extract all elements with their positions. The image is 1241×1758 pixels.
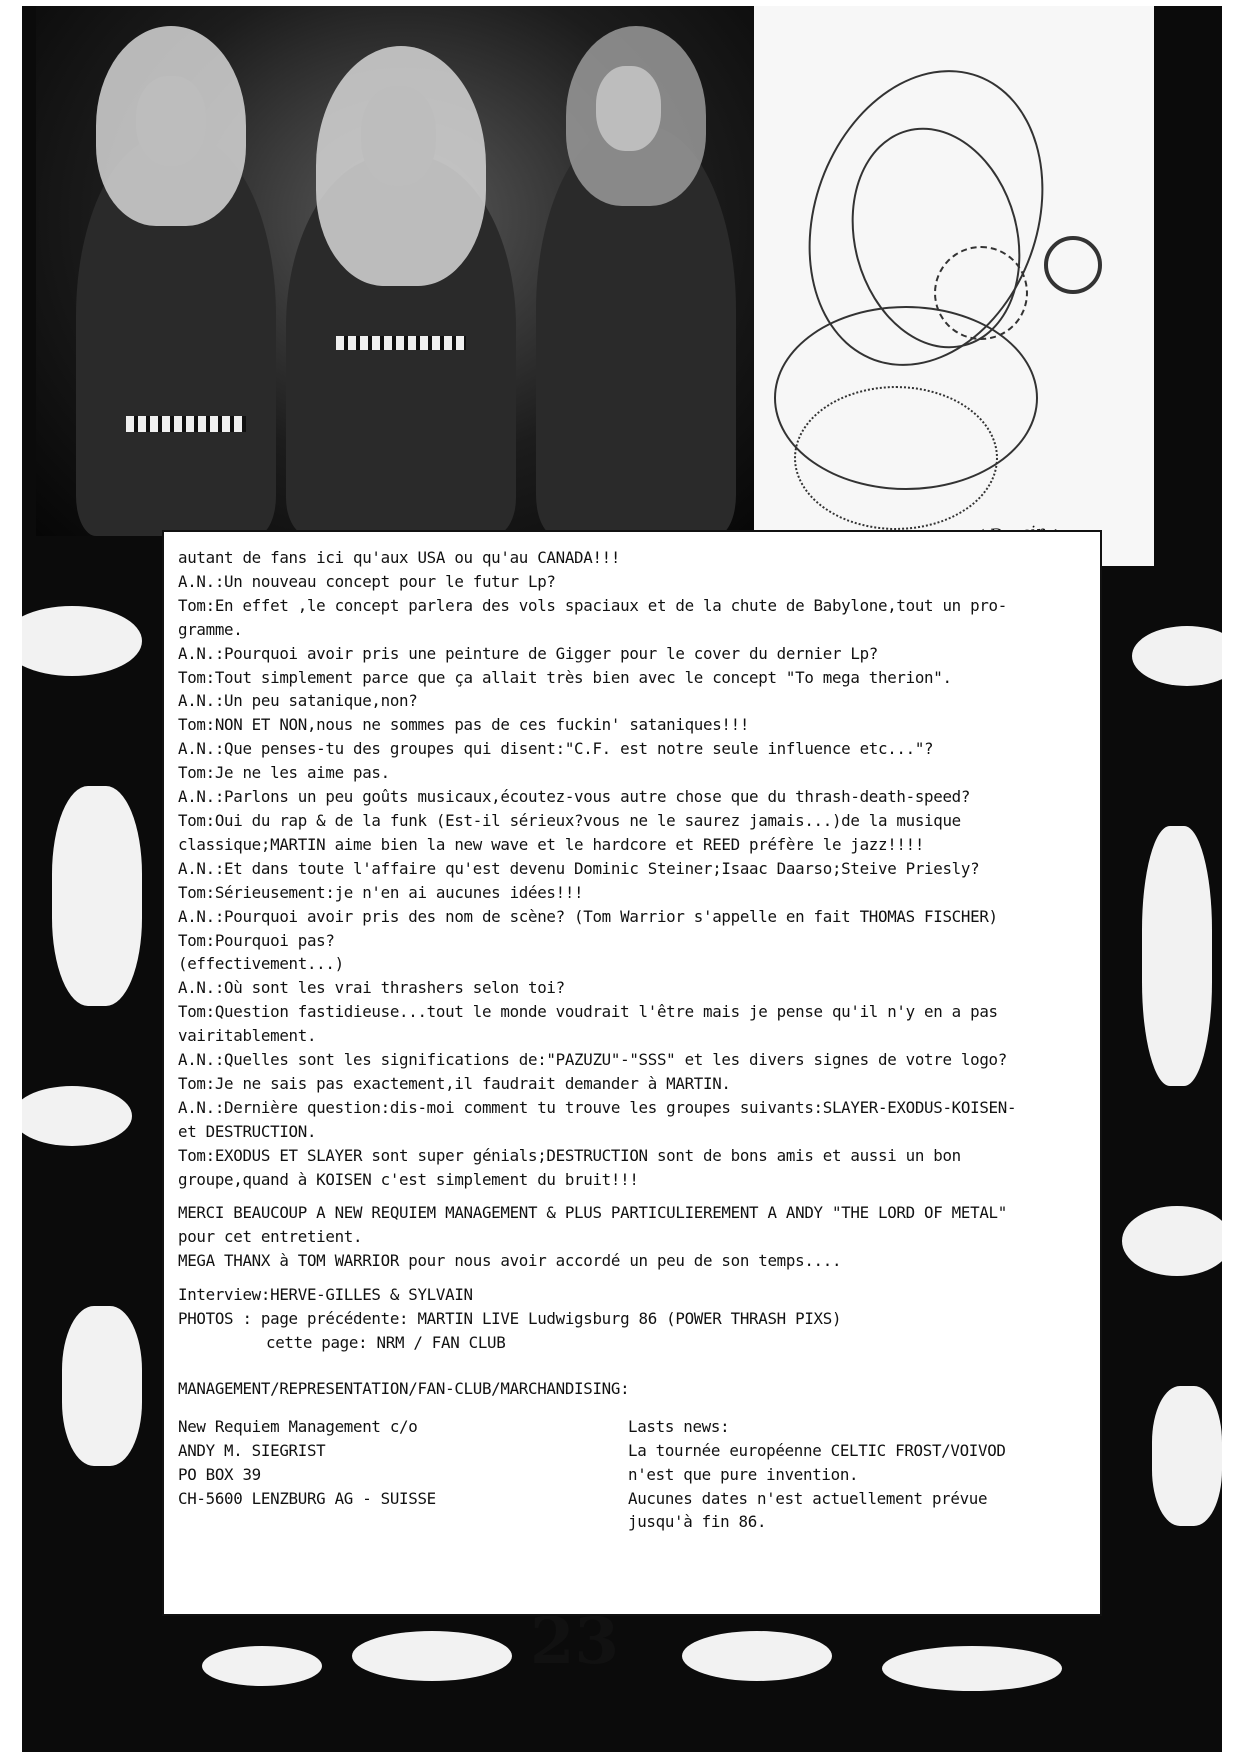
contact-columns xyxy=(178,1415,1086,1535)
news-line: jusqu'à fin 86. xyxy=(628,1512,767,1532)
credits-photos-line2: cette page: NRM / FAN CLUB xyxy=(266,1333,506,1352)
thanks-section xyxy=(178,1201,1086,1273)
interview-line: classique;MARTIN aime bien la new wave et le hardcore et REED préfère le jazz!!!! xyxy=(178,834,925,854)
credits-photos-line1: PHOTOS : page précédente: MARTIN LIVE Ludwigsburg 86 (POWER THRASH PIXS) xyxy=(178,1309,842,1329)
news-line: Lasts news: xyxy=(628,1416,730,1436)
news-line: La tournée européenne CELTIC FROST/VOIVOD xyxy=(628,1440,1006,1460)
interview-line: A.N.:Pourquoi avoir pris une peinture de Gigger pour le cover du dernier Lp? xyxy=(178,643,879,663)
mace-head xyxy=(1044,236,1102,294)
splatter-decoration xyxy=(882,1646,1062,1691)
interview-line: Tom:Pourquoi pas? xyxy=(178,930,335,950)
interview-line: Tom:Tout simplement parce que ça allait très bien avec le concept "To mega therion". xyxy=(178,667,952,687)
splatter-decoration xyxy=(352,1631,512,1681)
interview-line: autant de fans ici qu'aux USA ou qu'au CANADA!!! xyxy=(178,548,621,567)
management-heading: MANAGEMENT/REPRESENTATION/FAN-CLUB/MARCHANDISING: xyxy=(178,1378,630,1398)
interview-line: A.N.:Parlons un peu goûts musicaux,écoutez-vous autre chose que du thrash-death-speed? xyxy=(178,787,971,807)
interview-line: Tom:NON ET NON,nous ne sommes pas de ces fuckin' sataniques!!! xyxy=(178,715,750,735)
thanks-line: MERCI BEAUCOUP A NEW REQUIEM MANAGEMENT & PLUS PARTICULIEREMENT A ANDY "THE LORD OF METAL" xyxy=(178,1203,1007,1223)
lasts-news xyxy=(628,1415,1048,1535)
interview-line: Tom:En effet ,le concept parlera des vols spaciaux et de la chute de Babylone,tout un pro- xyxy=(178,595,1007,615)
interview-line: A.N.:Où sont les vrai thrashers selon toi? xyxy=(178,978,565,998)
interview-line: A.N.:Que penses-tu des groupes qui disent:"C.F. est notre seule influence etc..."? xyxy=(178,739,934,759)
splatter-decoration xyxy=(1132,626,1222,686)
interview-line: groupe,quand à KOISEN c'est simplement du bruit!!! xyxy=(178,1169,639,1189)
interview-line: A.N.:Pourquoi avoir pris des nom de scène? (Tom Warrior s'appelle en fait THOMAS FISCHER) xyxy=(178,906,998,926)
interview-line: A.N.:Et dans toute l'affaire qu'est devenu Dominic Steiner;Isaac Daarso;Steive Priesly? xyxy=(178,858,980,878)
interview-line: A.N.:Un peu satanique,non? xyxy=(178,691,418,711)
address-line: New Requiem Management c/o xyxy=(178,1416,418,1436)
splatter-decoration xyxy=(682,1631,832,1681)
thanks-line: pour cet entretient. xyxy=(178,1227,363,1247)
interview-line: et DESTRUCTION. xyxy=(178,1121,317,1141)
belt-left xyxy=(126,416,246,432)
band-photo xyxy=(36,6,772,536)
news-line: n'est que pure invention. xyxy=(628,1464,859,1484)
face-left xyxy=(136,76,206,166)
splatter-decoration xyxy=(202,1646,322,1686)
address-line: PO BOX 39 xyxy=(178,1464,261,1484)
sketch-stroke xyxy=(794,386,998,530)
sketch-stroke xyxy=(934,246,1028,340)
face-center xyxy=(361,86,436,186)
thanks-line: MEGA THANX à TOM WARRIOR pour nous avoir accordé un peu de son temps.... xyxy=(178,1251,842,1271)
interview-line: A.N.:Dernière question:dis-moi comment tu trouve les groupes suivants:SLAYER-EXODUS-KOISEN- xyxy=(178,1097,1017,1117)
face-right xyxy=(596,66,661,151)
management-address xyxy=(178,1415,628,1535)
splatter-decoration xyxy=(22,1086,132,1146)
splatter-decoration xyxy=(1142,826,1212,1086)
interview-text-box xyxy=(162,530,1102,1616)
interview-line: Tom:Question fastidieuse...tout le monde voudrait l'être mais je pense qu'il n'y en a pas xyxy=(178,1002,998,1022)
credits-interview: Interview:HERVE-GILLES & SYLVAIN xyxy=(178,1285,473,1305)
interview-line: Tom:Je ne sais pas exactement,il faudrait demander à MARTIN. xyxy=(178,1073,731,1093)
splatter-decoration xyxy=(62,1306,142,1466)
interview-line: A.N.:Quelles sont les significations de:"PAZUZU"-"SSS" et les divers signes de votre logo? xyxy=(178,1050,1007,1070)
address-line: CH-5600 LENZBURG AG - SUISSE xyxy=(178,1488,436,1508)
warrior-drawing xyxy=(754,6,1154,566)
page-number: 23 xyxy=(530,1604,620,1679)
interview-line: Tom:Sérieusement:je n'en ai aucunes idées!!! xyxy=(178,882,584,902)
interview-line: Tom:Oui du rap & de la funk (Est-il sérieux?vous ne le saurez jamais...)de la musique xyxy=(178,810,961,830)
interview-line: vairitablement. xyxy=(178,1026,317,1046)
belt-center xyxy=(336,336,466,350)
interview-line: A.N.:Un nouveau concept pour le futur Lp? xyxy=(178,571,556,591)
interview-line: Tom:EXODUS ET SLAYER sont super génials;DESTRUCTION sont de bons amis et aussi un bon xyxy=(178,1145,961,1165)
address-line: ANDY M. SIEGRIST xyxy=(178,1440,326,1460)
splatter-decoration xyxy=(1122,1206,1222,1276)
credits-section xyxy=(178,1283,1086,1355)
interview-body xyxy=(178,546,1086,1191)
interview-line: gramme. xyxy=(178,619,243,639)
news-line: Aucunes dates n'est actuellement prévue xyxy=(628,1488,988,1508)
splatter-decoration xyxy=(1152,1386,1222,1526)
splatter-decoration xyxy=(52,786,142,1006)
interview-line: Tom:Je ne les aime pas. xyxy=(178,763,390,783)
interview-line: (effectivement...) xyxy=(178,954,344,974)
splatter-decoration xyxy=(22,606,142,676)
